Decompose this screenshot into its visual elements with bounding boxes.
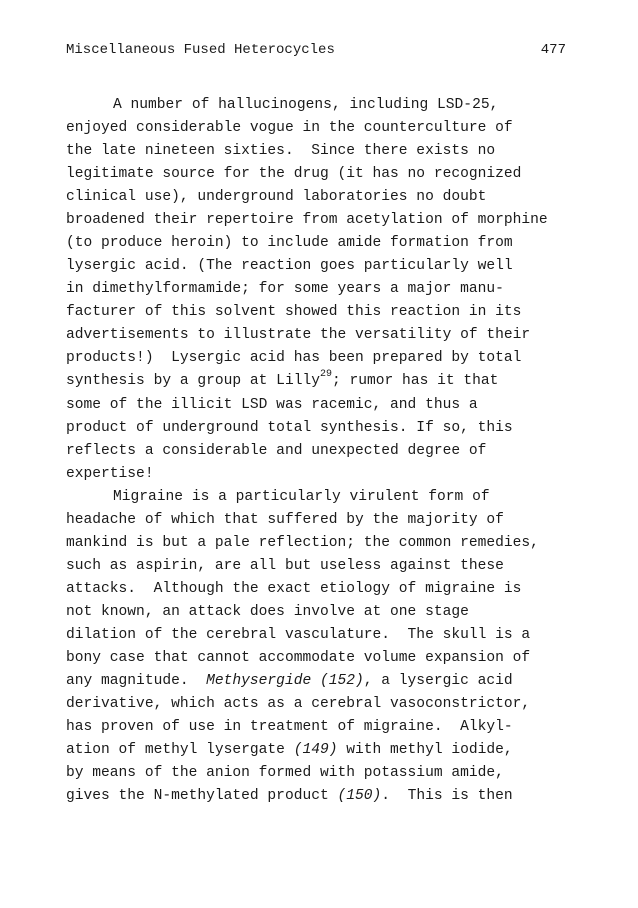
text-line bbox=[66, 395, 478, 415]
text-segment: (to produce heroin) to include amide formation from bbox=[66, 235, 513, 251]
text-segment: facturer of this solvent showed this reaction in its bbox=[66, 304, 522, 320]
page-number: 477 bbox=[540, 42, 566, 58]
text-line bbox=[66, 533, 539, 553]
text-line bbox=[66, 556, 504, 576]
text-segment: , a lysergic acid bbox=[363, 673, 513, 689]
text-line bbox=[66, 579, 521, 599]
text-segment: product of underground total synthesis. If so, this bbox=[66, 420, 513, 436]
italic-text: (149) bbox=[293, 742, 338, 758]
text-segment: with methyl iodide, bbox=[337, 742, 513, 758]
text-line bbox=[66, 348, 521, 368]
text-segment: some of the illicit LSD was racemic, and thus a bbox=[66, 397, 478, 413]
text-segment: any magnitude. bbox=[66, 673, 207, 689]
text-segment: not known, an attack does involve at one stage bbox=[66, 604, 469, 620]
text-segment: reflects a considerable and unexpected degree of bbox=[66, 443, 487, 459]
text-line bbox=[66, 187, 486, 207]
text-line bbox=[66, 786, 513, 806]
text-segment: broadened their repertoire from acetylation of morphine bbox=[66, 212, 548, 228]
text-segment: advertisements to illustrate the versatility of their bbox=[66, 327, 531, 343]
text-line bbox=[66, 141, 495, 161]
text-segment: products!) Lysergic acid has been prepared by total bbox=[66, 350, 522, 366]
text-line bbox=[66, 648, 530, 668]
text-segment: ; rumor has it that bbox=[332, 373, 499, 389]
text-segment: legitimate source for the drug (it has no recognized bbox=[66, 166, 522, 182]
text-segment: . This is then bbox=[381, 788, 513, 804]
text-segment: Migraine is a particularly virulent form of bbox=[113, 489, 490, 505]
text-line bbox=[66, 164, 521, 184]
text-segment: lysergic acid. (The reaction goes particularly well bbox=[66, 258, 513, 274]
text-segment: dilation of the cerebral vasculature. The skull is a bbox=[66, 627, 531, 643]
text-line bbox=[66, 256, 513, 276]
text-line bbox=[66, 233, 513, 253]
text-segment: such as aspirin, are all but useless against these bbox=[66, 558, 504, 574]
text-line bbox=[66, 279, 504, 299]
text-segment: synthesis by a group at Lilly bbox=[66, 373, 320, 389]
text-line bbox=[66, 371, 498, 391]
text-segment: attacks. Although the exact etiology of migraine is bbox=[66, 581, 522, 597]
text-line bbox=[66, 210, 548, 230]
running-title: Miscellaneous Fused Heterocycles bbox=[66, 42, 335, 58]
running-header bbox=[66, 42, 566, 62]
text-line bbox=[66, 763, 504, 783]
text-segment: A number of hallucinogens, including LSD-25, bbox=[113, 97, 499, 113]
text-segment: ation of methyl lysergate bbox=[66, 742, 294, 758]
text-segment: derivative, which acts as a cerebral vasoconstrictor, bbox=[66, 696, 531, 712]
italic-text: (150) bbox=[337, 788, 382, 804]
text-line bbox=[113, 95, 498, 115]
text-line bbox=[66, 418, 513, 438]
text-line bbox=[66, 694, 530, 714]
text-line bbox=[66, 671, 513, 691]
footnote-reference: 29 bbox=[319, 369, 332, 381]
text-line bbox=[66, 325, 530, 345]
text-line bbox=[66, 441, 486, 461]
text-line bbox=[66, 118, 513, 138]
text-segment: headache of which that suffered by the majority of bbox=[66, 512, 504, 528]
text-segment: bony case that cannot accommodate volume expansion of bbox=[66, 650, 531, 666]
text-line bbox=[66, 602, 469, 622]
text-segment: has proven of use in treatment of migraine. Alkyl- bbox=[66, 719, 513, 735]
text-line bbox=[113, 487, 490, 507]
text-segment: the late nineteen sixties. Since there exists no bbox=[66, 143, 496, 159]
text-segment: in dimethylformamide; for some years a major manu- bbox=[66, 281, 504, 297]
text-line bbox=[66, 717, 513, 737]
text-segment: enjoyed considerable vogue in the counterculture of bbox=[66, 120, 513, 136]
text-segment: clinical use), underground laboratories no doubt bbox=[66, 189, 487, 205]
text-line bbox=[66, 510, 504, 530]
text-line bbox=[66, 302, 521, 322]
italic-text: Methysergide (152) bbox=[206, 673, 364, 689]
text-segment: by means of the anion formed with potassium amide, bbox=[66, 765, 504, 781]
text-segment: gives the N-methylated product bbox=[66, 788, 338, 804]
text-line bbox=[66, 625, 530, 645]
text-segment: expertise! bbox=[66, 466, 154, 482]
text-line bbox=[66, 464, 154, 484]
text-segment: mankind is but a pale reflection; the common remedies, bbox=[66, 535, 539, 551]
text-line bbox=[66, 740, 513, 760]
